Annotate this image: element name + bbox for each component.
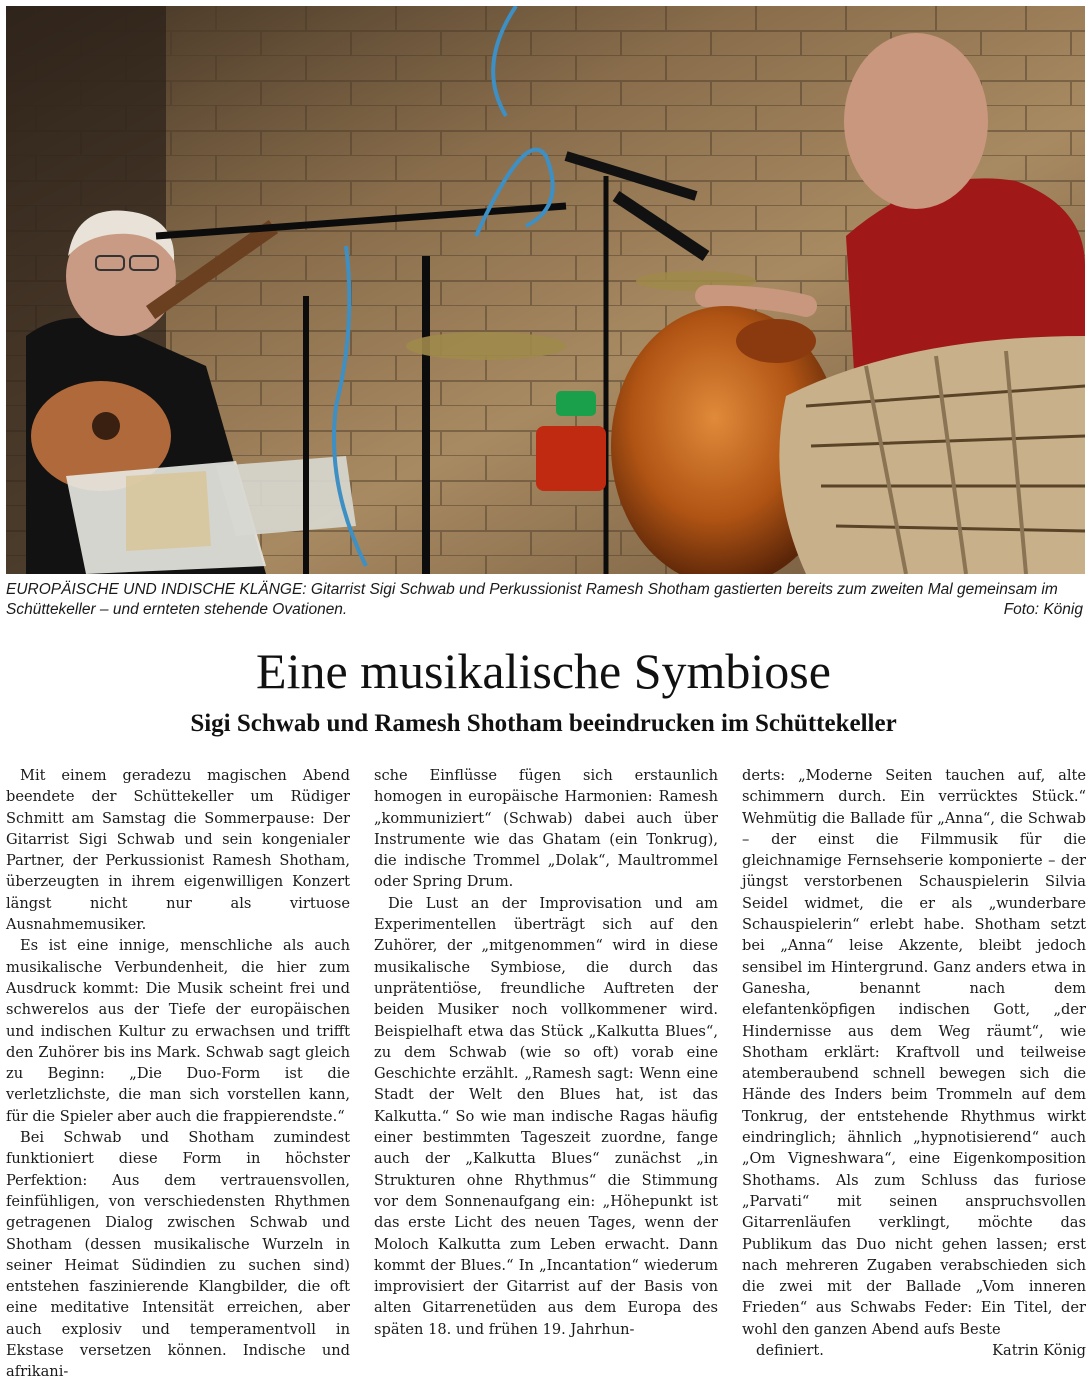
paragraph: Die Lust an der Improvisation und am Experimentellen überträgt sich auf den Zuhörer, der „mitgenommen“ wird in diese musikalische Symbiose, die durch das unprätentiöse, freundliche Auftreten der beiden Musiker noch vollkommener wird. Beispielhaft etwa das Stück „Kalkutta Blues“, zu dem Schwab (wie so oft) vorab eine Geschichte erzählt. „Ramesh sagt: Wenn eine Stadt der Welt den Blues hat, ist das Kalkutta.“ So wie man indische Ragas häufig einer bestimmten Tageszeit zuordne, fange auch der „Kalkutta Blues“ zunächst „in Strukturen ohne Rhythmus“ die Stimmung vor dem Sonnenaufgang ein: „Höhepunkt ist das erste Licht des neuen Tages, wenn der Moloch Kalkutta zum Leben erwacht. Dann kommt der Blues.“ In „Incantation“ wiederum improvisiert der Gitarrist auf der Basis von alten Gitarrenetüden aus dem Europa des späten 18. und frühen 19. Jahrhun-: [374, 894, 718, 1338]
paragraph: sche Einflüsse fügen sich erstaunlich homogen in europäische Harmonien: Ramesh „kommuniziert“ (Schwab) dabei auch über Instrumente wie das Ghatam (ein Tonkrug), die indische Trommel „Dolak“, Maultrommel oder Spring Drum.: [374, 767, 718, 891]
caption-text: Gitarrist Sigi Schwab und Perkussionist Ramesh Shotham gastierten bereits zum zweiten Mal gemeinsam im Schüttekeller – und ernteten stehende Ovationen.: [6, 581, 1058, 618]
concert-photo: [6, 6, 1085, 574]
headline: Eine musikalische Symbiose: [256, 643, 831, 699]
caption-lead: EUROPÄISCHE UND INDISCHE KLÄNGE:: [6, 581, 307, 598]
paragraph: Bei Schwab und Shotham zumindest funktioniert diese Form in höchster Perfektion: Aus dem vertrauensvollen, feinfühligen, von verschiedensten Rhythmen getragenen Dialog zwischen Schwab und Shotham (dessen musikalische Wurzeln in seiner Heimat Südindien zu suchen sind) entstehen faszinierende Klangbilder, die oft eine meditative Intensität erreichen, aber auch explosiv und temperamentvoll in Ekstase versetzen können. Indische und afrikani-: [6, 1129, 350, 1381]
subheadline: Sigi Schwab und Ramesh Shotham beeindrucken im Schüttekeller: [190, 710, 897, 737]
paragraph: Mit einem geradezu magischen Abend beendete der Schüttekeller um Rüdiger Schmitt am Samstag die Sommerpause: Der Gitarrist Sigi Schwab und sein kongenialer Partner, der Perkussionist Ramesh Shotham, überzeugten in ihrem eigenwilligen Konzert längst nicht nur als virtuose Ausnahmemusiker.: [6, 767, 350, 934]
concert-photo-illustration: [6, 6, 1085, 574]
author-name: Katrin König: [992, 1342, 1086, 1360]
article-column-2: [374, 765, 718, 1340]
paragraph: derts: „Moderne Seiten tauchen auf, alte schimmern durch. Ein verrücktes Stück.“ Wehmütig die Ballade für „Anna“, die Schwab – der einst die Filmmusik für die gleichnamige Fernsehserie komponierte – der jüngst verstorbenen Schauspielerin Silvia Seidel widmet, die er als „wunderbare Schauspielerin“ erlebt habe. Shotham setzt bei „Anna“ leise Akzente, bleibt jedoch sensibel im Hintergrund. Ganz anders etwa in Ganesha, benannt nach dem elefantenköpfigen indischen Gott, „der Hindernisse aus dem Weg räumt“, wie Shotham erklärt: Kraftvoll und teilweise atemberaubend schnell bewegen sich die Hände des Inders beim Trommeln auf dem Tonkrug, der entstehende Rhythmus wirkt eindringlich; ähnlich „hypnotisierend“ auch „Om Vigneshwara“, eine Eigenkomposition Shothams. Als zum Schluss das furiose „Parvati“ mit seinen anspruchsvollen Gitarrenläufen verklingt, möchte das Publikum das Duo nicht gehen lassen; erst nach mehreren Zugaben verabschieden sich die zwei mit der Ballade „Vom inneren Frieden“ aus Schwabs Feder: Ein Titel, der wohl den ganzen Abend aufs Beste: [742, 767, 1086, 1338]
signature-line: [742, 1340, 1086, 1361]
article-column-3: [742, 765, 1086, 1361]
article-column-1: [6, 765, 350, 1383]
photo-caption: [6, 580, 1083, 620]
last-word: definiert.: [756, 1342, 824, 1360]
photo-credit: Foto: König: [1003, 601, 1083, 618]
paragraph: Es ist eine innige, menschliche als auch musikalische Verbundenheit, die hier zum Ausdruck kommt: Die Musik scheint frei und schwerelos aus der Tiefe der europäischen und indischen Kultur zu erwachsen und trifft den Zuhörer bis ins Mark. Schwab sagt gleich zu Beginn: „Die Duo-Form ist die verletzlichste, die man sich vorstellen kann, für die Spieler aber auch die frappierendste.“: [6, 937, 350, 1125]
